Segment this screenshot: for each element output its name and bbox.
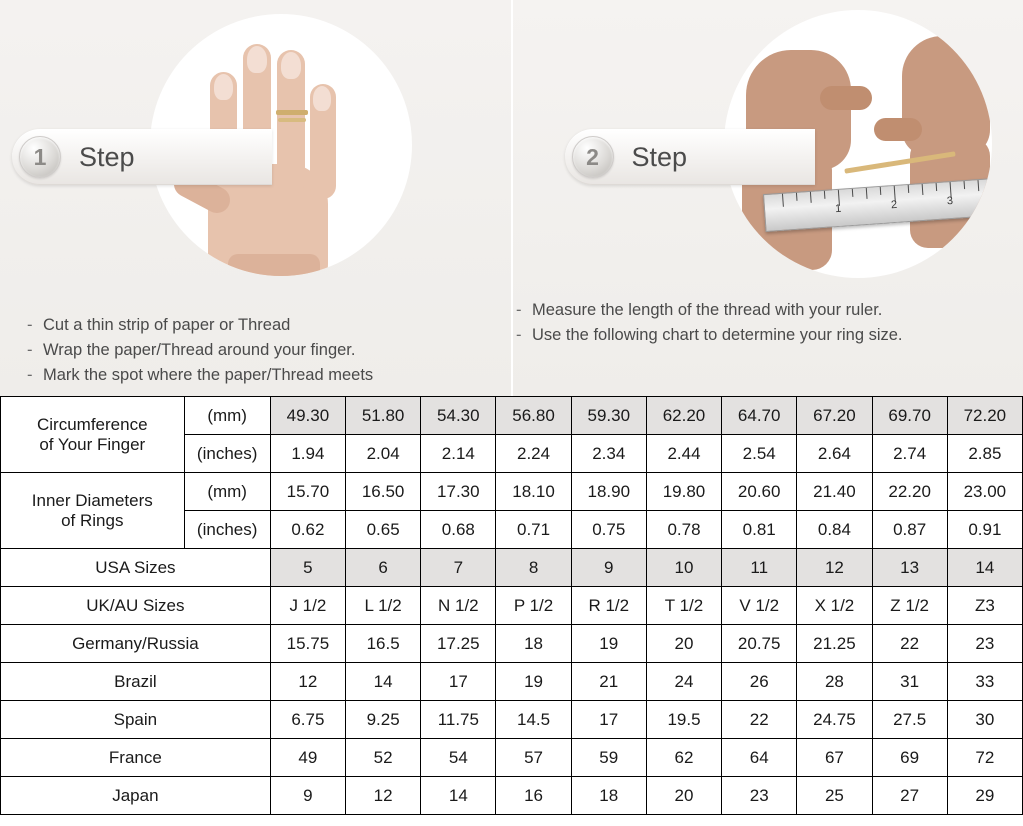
table-body xyxy=(1,397,1023,815)
data-cell: 9.25 xyxy=(346,701,421,739)
data-cell: 28 xyxy=(797,663,872,701)
data-cell: 18.10 xyxy=(496,473,571,511)
data-cell: 27.5 xyxy=(872,701,947,739)
table-row xyxy=(1,663,1023,701)
data-cell: 12 xyxy=(797,549,872,587)
step-1-instructions xyxy=(27,313,373,388)
data-cell: 9 xyxy=(571,549,646,587)
data-cell: 2.85 xyxy=(947,435,1022,473)
data-cell: 20 xyxy=(646,777,721,815)
data-cell: 12 xyxy=(346,777,421,815)
table-row xyxy=(1,473,1023,511)
data-cell: 12 xyxy=(270,663,345,701)
data-cell: 64 xyxy=(722,739,797,777)
data-cell: 51.80 xyxy=(346,397,421,435)
data-cell: 52 xyxy=(346,739,421,777)
bullet-dash: - xyxy=(27,341,33,359)
instruction-line xyxy=(516,298,903,323)
ring-size-table xyxy=(0,396,1023,815)
table-row xyxy=(1,397,1023,435)
data-cell: 67 xyxy=(797,739,872,777)
data-cell: 6.75 xyxy=(270,701,345,739)
table-row xyxy=(1,777,1023,815)
data-cell: 0.75 xyxy=(571,511,646,549)
row-label-japan: Japan xyxy=(1,777,271,815)
data-cell: 49.30 xyxy=(270,397,345,435)
data-cell: 69 xyxy=(872,739,947,777)
instruction-text: Mark the spot where the paper/Thread meets xyxy=(43,366,374,384)
data-cell: 25 xyxy=(797,777,872,815)
data-cell: 2.54 xyxy=(722,435,797,473)
data-cell: 9 xyxy=(270,777,345,815)
step-2-instructions xyxy=(516,298,903,348)
step-2-badge xyxy=(565,129,815,185)
data-cell: 23 xyxy=(722,777,797,815)
data-cell: 59.30 xyxy=(571,397,646,435)
table-row xyxy=(1,625,1023,663)
data-cell: 14 xyxy=(346,663,421,701)
data-cell: P 1/2 xyxy=(496,587,571,625)
step-1-badge xyxy=(12,129,272,185)
data-cell: 11 xyxy=(722,549,797,587)
data-cell: 18 xyxy=(496,625,571,663)
data-cell: 19.80 xyxy=(646,473,721,511)
row-label-inner-diameters: Inner Diameters of Rings xyxy=(1,473,185,549)
data-cell: 14 xyxy=(421,777,496,815)
data-cell: 2.04 xyxy=(346,435,421,473)
data-cell: V 1/2 xyxy=(722,587,797,625)
data-cell: 21.40 xyxy=(797,473,872,511)
data-cell: 0.62 xyxy=(270,511,345,549)
row-label-usa-sizes: USA Sizes xyxy=(1,549,271,587)
data-cell: 0.91 xyxy=(947,511,1022,549)
row-label-spain: Spain xyxy=(1,701,271,739)
row-label-circumference: Circumference of Your Finger xyxy=(1,397,185,473)
data-cell: 26 xyxy=(722,663,797,701)
instruction-line xyxy=(27,363,373,388)
data-cell: 24 xyxy=(646,663,721,701)
data-cell: N 1/2 xyxy=(421,587,496,625)
data-cell: 8 xyxy=(496,549,571,587)
data-cell: 33 xyxy=(947,663,1022,701)
data-cell: R 1/2 xyxy=(571,587,646,625)
data-cell: 0.84 xyxy=(797,511,872,549)
data-cell: 16 xyxy=(496,777,571,815)
data-cell: 22 xyxy=(722,701,797,739)
data-cell: 11.75 xyxy=(421,701,496,739)
data-cell: Z 1/2 xyxy=(872,587,947,625)
table-row xyxy=(1,549,1023,587)
data-cell: 19 xyxy=(496,663,571,701)
data-cell: 0.68 xyxy=(421,511,496,549)
ruler-mark: 1 xyxy=(834,202,842,216)
table-row xyxy=(1,587,1023,625)
data-cell: 0.81 xyxy=(722,511,797,549)
row-label-france: France xyxy=(1,739,271,777)
ruler-mark: 3 xyxy=(945,194,953,208)
data-cell: 2.44 xyxy=(646,435,721,473)
instruction-text: Use the following chart to determine your ring size. xyxy=(532,326,903,344)
table-row xyxy=(1,701,1023,739)
data-cell: 24.75 xyxy=(797,701,872,739)
bullet-dash: - xyxy=(27,366,33,384)
unit-cell: (inches) xyxy=(184,435,270,473)
bullet-dash: - xyxy=(516,301,522,319)
step-2-number: 2 xyxy=(572,136,614,178)
data-cell: 62 xyxy=(646,739,721,777)
step-1-panel xyxy=(0,0,511,396)
instruction-text: Wrap the paper/Thread around your finger. xyxy=(43,341,356,359)
step-2-label: Step xyxy=(631,141,688,172)
data-cell: 23 xyxy=(947,625,1022,663)
data-cell: 64.70 xyxy=(722,397,797,435)
data-cell: 20 xyxy=(646,625,721,663)
data-cell: 20.75 xyxy=(722,625,797,663)
data-cell: 62.20 xyxy=(646,397,721,435)
instruction-text: Cut a thin strip of paper or Thread xyxy=(43,316,291,334)
data-cell: 67.20 xyxy=(797,397,872,435)
step-1-label: Step xyxy=(79,141,135,172)
data-cell: 69.70 xyxy=(872,397,947,435)
data-cell: 18 xyxy=(571,777,646,815)
data-cell: X 1/2 xyxy=(797,587,872,625)
data-cell: 21 xyxy=(571,663,646,701)
data-cell: 7 xyxy=(421,549,496,587)
bullet-dash: - xyxy=(516,326,522,344)
data-cell: 56.80 xyxy=(496,397,571,435)
data-cell: 31 xyxy=(872,663,947,701)
data-cell: L 1/2 xyxy=(346,587,421,625)
data-cell: 30 xyxy=(947,701,1022,739)
data-cell: 49 xyxy=(270,739,345,777)
data-cell: 21.25 xyxy=(797,625,872,663)
data-cell: 57 xyxy=(496,739,571,777)
data-cell: 16.50 xyxy=(346,473,421,511)
data-cell: 27 xyxy=(872,777,947,815)
data-cell: 72.20 xyxy=(947,397,1022,435)
data-cell: 0.87 xyxy=(872,511,947,549)
unit-cell: (mm) xyxy=(184,473,270,511)
ruler-mark: 2 xyxy=(890,198,898,212)
data-cell: 17.25 xyxy=(421,625,496,663)
row-label-germany-russia: Germany/Russia xyxy=(1,625,271,663)
data-cell: 16.5 xyxy=(346,625,421,663)
row-label-uk-au-sizes: UK/AU Sizes xyxy=(1,587,271,625)
data-cell: 0.71 xyxy=(496,511,571,549)
row-label-brazil: Brazil xyxy=(1,663,271,701)
data-cell: 20.60 xyxy=(722,473,797,511)
data-cell: 2.34 xyxy=(571,435,646,473)
data-cell: 22 xyxy=(872,625,947,663)
data-cell: 2.74 xyxy=(872,435,947,473)
ring-size-table-wrapper xyxy=(0,396,1023,815)
bullet-dash: - xyxy=(27,316,33,334)
data-cell: 13 xyxy=(872,549,947,587)
table-row xyxy=(1,739,1023,777)
data-cell: 14 xyxy=(947,549,1022,587)
data-cell: 6 xyxy=(346,549,421,587)
data-cell: 18.90 xyxy=(571,473,646,511)
data-cell: 23.00 xyxy=(947,473,1022,511)
instruction-line xyxy=(27,313,373,338)
data-cell: 59 xyxy=(571,739,646,777)
data-cell: 54 xyxy=(421,739,496,777)
data-cell: 54.30 xyxy=(421,397,496,435)
data-cell: T 1/2 xyxy=(646,587,721,625)
data-cell: 17 xyxy=(421,663,496,701)
data-cell: 15.70 xyxy=(270,473,345,511)
data-cell: Z3 xyxy=(947,587,1022,625)
instruction-line xyxy=(516,323,903,348)
steps-section xyxy=(0,0,1023,396)
data-cell: 5 xyxy=(270,549,345,587)
data-cell: 10 xyxy=(646,549,721,587)
unit-cell: (inches) xyxy=(184,511,270,549)
instruction-text: Measure the length of the thread with your ruler. xyxy=(532,301,883,319)
thread-on-finger xyxy=(276,110,308,115)
data-cell: 2.14 xyxy=(421,435,496,473)
unit-cell: (mm) xyxy=(184,397,270,435)
data-cell: 14.5 xyxy=(496,701,571,739)
instruction-line xyxy=(27,338,373,363)
data-cell: 17 xyxy=(571,701,646,739)
data-cell: 0.78 xyxy=(646,511,721,549)
data-cell: 1.94 xyxy=(270,435,345,473)
data-cell: 29 xyxy=(947,777,1022,815)
data-cell: 72 xyxy=(947,739,1022,777)
data-cell: 2.24 xyxy=(496,435,571,473)
data-cell: 17.30 xyxy=(421,473,496,511)
step-1-number: 1 xyxy=(19,136,61,178)
data-cell: 19.5 xyxy=(646,701,721,739)
data-cell: 0.65 xyxy=(346,511,421,549)
data-cell: 2.64 xyxy=(797,435,872,473)
data-cell: 15.75 xyxy=(270,625,345,663)
data-cell: 19 xyxy=(571,625,646,663)
data-cell: 22.20 xyxy=(872,473,947,511)
data-cell: J 1/2 xyxy=(270,587,345,625)
